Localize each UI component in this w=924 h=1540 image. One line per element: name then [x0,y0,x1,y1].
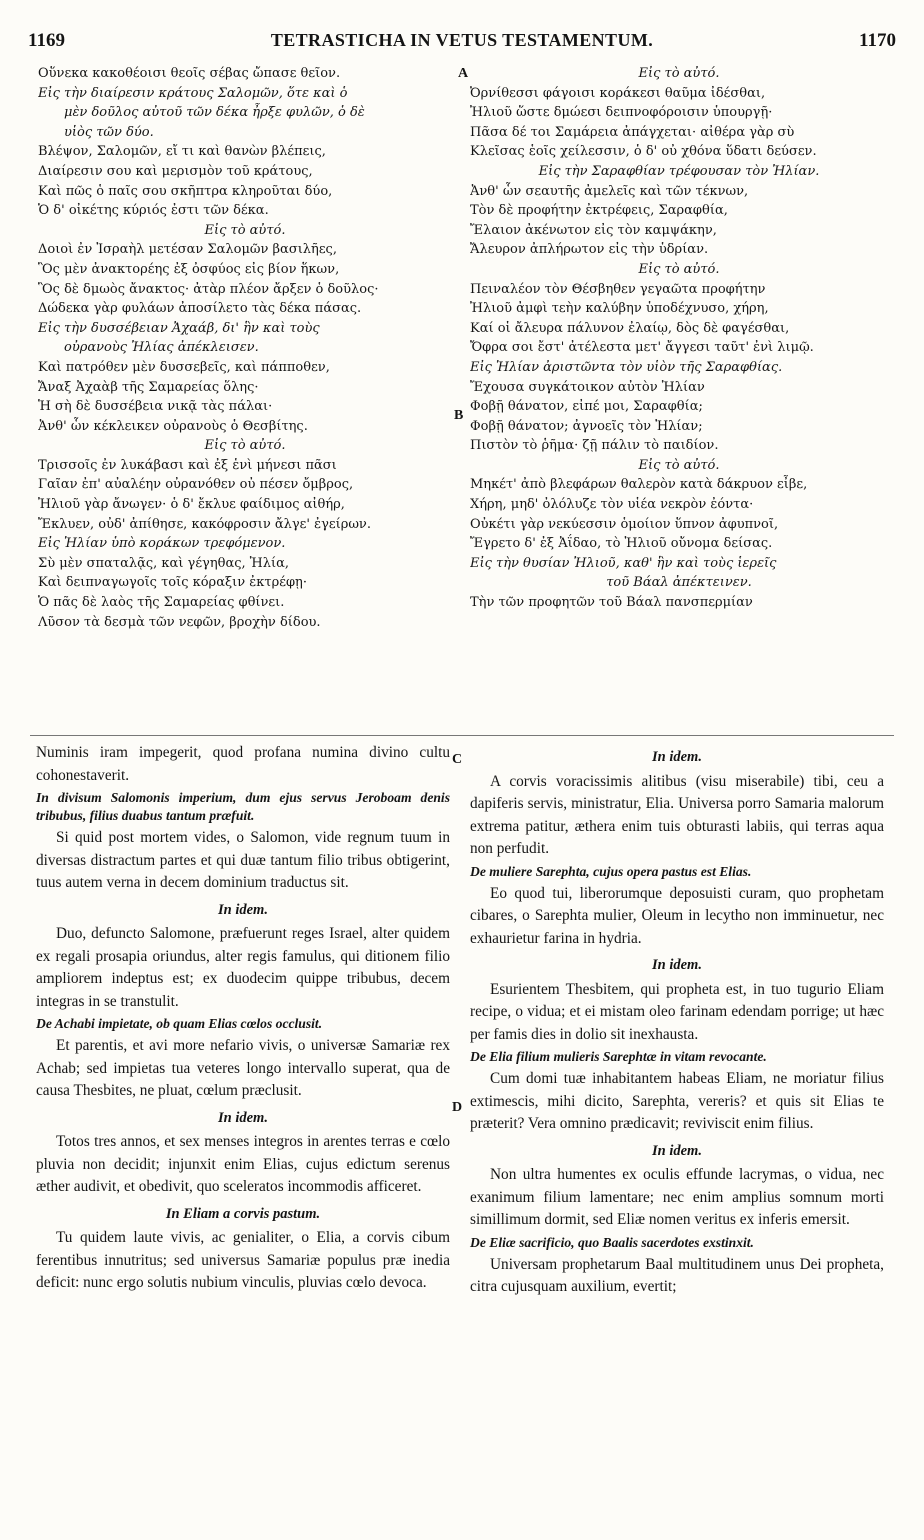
margin-letter-d: D [452,1100,463,1115]
verse-line: Ὁ πᾶς δὲ λαὸς τῆς Σαμαρείας φθίνει. [38,595,285,611]
verse-line: Ἡ σὴ δὲ δυσσέβεια νικᾷ τὰς πάλαι· [38,399,273,415]
verse-line: Πειναλέον τὸν Θέσβηθεν γεγαῶτα προφήτην [470,281,766,297]
section-heading: Εἰς τὸ αὐτό. [638,261,720,277]
section-heading: In idem. [218,901,268,918]
verse-line: Γαῖαν ἐπ' αὐαλέην οὐρανόθεν οὐ πέσεν ὄμβρος, [38,477,354,493]
translation-paragraph: Si quid post mortem vides, o Salomon, vide regnum tuum in diversas distractum partes et qui duæ tantum filio tribus obtigerint, tuus autem verna in decem dominium traductus sit. [36,829,450,891]
translation-paragraph: Esurientem Thesbitem, qui propheta est, in tuo tugurio Eliam recipe, o vidua; et ei mistam oleo farinam edendam porrige; ut hæc per famis dies in dolio sit inexhausta. [470,980,884,1043]
section-title: De muliere Sarephta, cujus opera pastus est Elias. [470,863,752,879]
margin-letter-a: A [458,66,469,81]
page-number-right: 1170 [859,30,896,51]
verse-line: Καὶ πατρόθεν μὲν δυσσεβεῖς, καὶ πάπποθεν, [38,359,330,375]
latin-column-left [36,742,450,1295]
verse-line: Χήρη, μηδ' ὀλόλυζε τὸν υἱέα νεκρὸν ἐόντα· [470,497,754,513]
section-heading: Εἰς τὴν Σαραφθίαν τρέφουσαν τὸν Ἠλίαν. [538,163,820,179]
section-heading: τοῦ Βάαλ ἀπέκτεινεν. [606,575,752,591]
translation-paragraph: Universam prophetarum Baal multitudinem unus Dei propheta, citra cujusquam auxilium, evertit; [470,1255,884,1295]
verse-line: Ὄφρα σοι ἔστ' ἀτέλεστα μετ' ἄγγεσι ταῦτ' ἐνὶ λιμῷ. [470,340,814,356]
verse-line: Φοβῇ θάνατον; ἀγνοεῖς τὸν Ἠλίαν; [470,418,703,434]
verse-line: Ἔγρετο δ' ἐξ Ἀΐδαο, τὸ Ἠλιοῦ οὔνομα δείσας. [470,536,773,552]
verse-line: Ἄλευρον ἀπλήρωτον εἰς τὴν ὑδρίαν. [470,242,709,258]
verse-line: Ἔχουσα συγκάτοικον αὐτὸν Ἠλίαν [470,379,705,395]
section-heading: In idem. [652,749,702,765]
section-heading: Εἰς τὸ αὐτό. [638,457,720,473]
section-title-line: μὲν δοῦλος αὐτοῦ τῶν δέκα ἦρξε φυλῶν, ὁ δὲ [64,105,365,121]
section-heading: In idem. [652,957,702,973]
verse-line: Ἀνθ' ὧν κέκλεικεν οὐρανοὺς ὁ Θεσβίτης. [38,418,308,434]
verse-line: Τρισσοῖς ἐν λυκάβασι καὶ ἐξ ἑνὶ μήνεσι πᾶσι [38,457,337,473]
section-title: De Eliæ sacrificio, quo Baalis sacerdotes exstinxit. [470,1234,754,1250]
section-heading: In idem. [218,1109,268,1126]
verse-line: Οὐκέτι γὰρ νεκύεσσιν ὁμοίιον ὕπνον ἀφυπνοῖ, [470,516,779,532]
verse-line: Πᾶσα δέ τοι Σαμάρεια ἀπάγχεται· αἰθέρα γὰρ σὺ [470,124,795,140]
verse-line: Καί οἱ ἄλευρα πάλυνον ἐλαίῳ, δὸς δὲ φαγέσθαι, [470,320,790,336]
verse-line: Δοιοὶ ἐν Ἰσραὴλ μετέσαν Σαλομῶν βασιλῆες, [38,242,337,258]
translation-paragraph: Numinis iram impegerit, quod profana numina divino cultu cohonestaverit. [36,744,450,784]
running-title: TETRASTICHA IN VETUS TESTAMENTUM. [270,30,654,50]
translation-paragraph: Eo quod tui, liberorumque deposuisti curam, quo prophetam cibares, o Sarephta mulier, Oleum in lecytho non imminuetur, nec exhaurietur farina in hydria. [470,884,884,947]
verse-line: Καὶ πῶς ὁ παῖς σου σκῆπτρα κληροῦται δύο, [38,183,333,199]
section-title-line: Εἰς τὴν δυσσέβειαν Ἀχαάβ, δι' ἣν καὶ τοὺς [38,320,320,336]
translation-paragraph: Duo, defuncto Salomone, præfuerunt reges Israel, alter quidem ex regali prosapia oriundus, alter regis famulus, qui ditionem filio ampliorem indeptus est; ex duodecim quippe tribubus, decem integras in se transtulit. [36,925,450,1010]
greek-column-left [38,64,452,632]
verse-line: Ὃς μὲν ἀνακτορέης ἐξ ὀσφύος εἰς βίον ἥκων, [38,261,340,277]
page-number-left: 1169 [28,30,65,51]
verse-line: Ἠλιοῦ ἀμφὶ τεὴν καλύβην ὑποδέχνυσο, χήρη, [470,301,769,317]
verse-line: Λῦσον τὰ δεσμὰ τῶν νεφῶν, βροχὴν δίδου. [38,614,321,630]
verse-line: Φοβῇ θάνατον, εἰπέ μοι, Σαραφθία; [470,399,703,415]
verse-line: Ἔλαιον ἀκένωτον εἰς τὸν καμψάκην, [470,222,717,238]
translation-paragraph: Non ultra humentes ex oculis effunde lacrymas, o vidua, nec exanimum filium lamentare; nec enim amplius somnum morti simillimum dormit, sed Eliæ nomen veritus ex inferis emersit. [470,1166,884,1228]
verse-line: Ἔκλυεν, οὐδ' ἀπίθησε, κακόφροσιν ἄλγε' ἐγείρων. [38,516,371,532]
section-title-line: Εἰς τὴν διαίρεσιν κράτους Σαλομῶν, ὅτε καὶ ὁ [38,85,348,101]
verse-line: Μηκέτ' ἀπὸ βλεφάρων θαλερὸν κατὰ δάκρυον εἶβε, [470,477,808,493]
verse-line: Κλεῖσας ἑοῖς χείλεσσιν, ὁ δ' οὐ χθόνα ὕδατι δεύσεν. [470,144,817,160]
section-title: In divisum Salomonis imperium, dum ejus servus Jeroboam denis tribubus, filius duabus tantum præfuit. [36,790,450,823]
margin-letter-b: B [454,408,464,423]
greek-column-right [470,64,888,613]
verse-line: Σὺ μὲν σπαταλᾷς, καὶ γέγηθας, Ἠλία, [38,555,289,571]
verse-line: Βλέψον, Σαλομῶν, εἴ τι καὶ θανὼν βλέπεις, [38,144,326,160]
translation-paragraph: Et parentis, et avi more nefario vivis, o universæ Samariæ rex Achab; sed impietas tua veteres longo intervallo superat, qua de causa Thesbites, ne pluat, cœlum præclusit. [36,1037,450,1099]
section-heading: Εἰς τὸ αὐτό. [204,438,286,454]
verse-line: Ἀνθ' ὧν σεαυτῆς ἀμελεῖς καὶ τῶν τέκνων, [470,183,749,199]
section-heading: In idem. [652,1142,702,1159]
section-heading: Εἰς τὸ αὐτό. [204,222,286,238]
verse-line: Διαίρεσιν σου καὶ μερισμὸν τοῦ κράτους, [38,163,313,179]
section-heading: Εἰς τὸ αὐτό. [638,66,720,81]
latin-column-right [470,742,884,1299]
section-heading: In Eliam a corvis pastum. [165,1205,321,1222]
translation-paragraph: A corvis voracissimis alitibus (visu miserabile) tibi, ceu a dapiferis servis, ministratur, Elia. Universa porro Samaria malorum extrema patitur, æthera enim tuis obturasti labiis, qui terras aqua non perfudit. [470,772,884,857]
verse-line: Ἄναξ Ἀχαὰβ τῆς Σαμαρείας ὅλης· [38,379,259,395]
section-title: De Elia filium mulieris Sarephtæ in vitam revocante. [470,1049,767,1064]
running-header [28,30,896,56]
translation-paragraph: Cum domi tuæ inhabitantem habeas Eliam, ne moriatur filius extimescis, mihi dicito, Sarephta, vereris? et quis sit Elias te præterit? Vera omnino prædicavit; reviviscit enim filius. [470,1070,884,1132]
verse-line: Ὁ δ' οἰκέτης κύριός ἐστι τῶν δέκα. [38,203,269,219]
section-title-line: Εἰς Ἠλίαν ἀριστῶντα τὸν υἱὸν τῆς Σαραφθίας. [470,359,783,375]
section-title: De Achabi impietate, ob quam Elias cœlos occlusit. [36,1016,323,1031]
verse-line: Ἠλιοῦ ὥστε δμώεσι δειπνοφόροισιν ὑπουργῇ· [470,105,773,121]
column-divider-rule [30,735,894,736]
verse-line: Ἠλιοῦ γὰρ ἄνωγεν· ὁ δ' ἔκλυε φαίδιμος αἰθήρ, [38,497,345,513]
verse-line: Ὃς δὲ δμωὸς ἄνακτος· ἀτὰρ πλέον ἄρξεν ὁ δοῦλος· [38,281,379,297]
translation-paragraph: Tu quidem laute vivis, ac genialiter, o Elia, a corvis cibum ferentibus innutritus; sed universus Samariæ populus præ inedia deficit: nunc ergo solutis nubium vinculis, pluvias cœlo devoca. [36,1229,450,1291]
margin-letter-c: C [452,752,463,767]
section-title-line: Εἰς τὴν θυσίαν Ἠλιοῦ, καθ' ἣν καὶ τοὺς ἱερεῖς [470,555,777,571]
verse-line: Τὴν τῶν προφητῶν τοῦ Βάαλ πανσπερμίαν [470,595,753,611]
verse-line: Καὶ δειπναγωγοῖς τοῖς κόραξιν ἐκτρέφῃ· [38,575,307,591]
verse-line: Δώδεκα γὰρ φυλάων ἀποσίλετο τὰς δέκα πάσας. [38,301,362,317]
translation-paragraph: Totos tres annos, et sex menses integros in arentes terras e cœlo pluvia non decidit; injunxit enim Elias, cujus edictum serenus æther audivit, et obedivit, quo sceleratos incommodis afficeret. [36,1133,450,1195]
section-title-line: υἱὸς τῶν δύο. [64,124,154,140]
section-title-line: οὐρανοὺς Ἠλίας ἀπέκλεισεν. [64,340,259,356]
verse-line: Πιστὸν τὸ ῥῆμα· ζῇ πάλιν τὸ παιδίον. [470,438,719,454]
section-title-line: Εἰς Ἠλίαν ὑπὸ κοράκων τρεφόμενον. [38,536,286,552]
verse-line: Οὕνεκα κακοθέοισι θεοῖς σέβας ὤπασε θεῖον. [38,66,341,81]
verse-line: Ὀρνίθεσσι φάγοισι κοράκεσι θαῦμα ἰδέσθαι, [470,85,766,101]
verse-line: Τὸν δὲ προφήτην ἐκτρέφεις, Σαραφθία, [470,203,728,219]
